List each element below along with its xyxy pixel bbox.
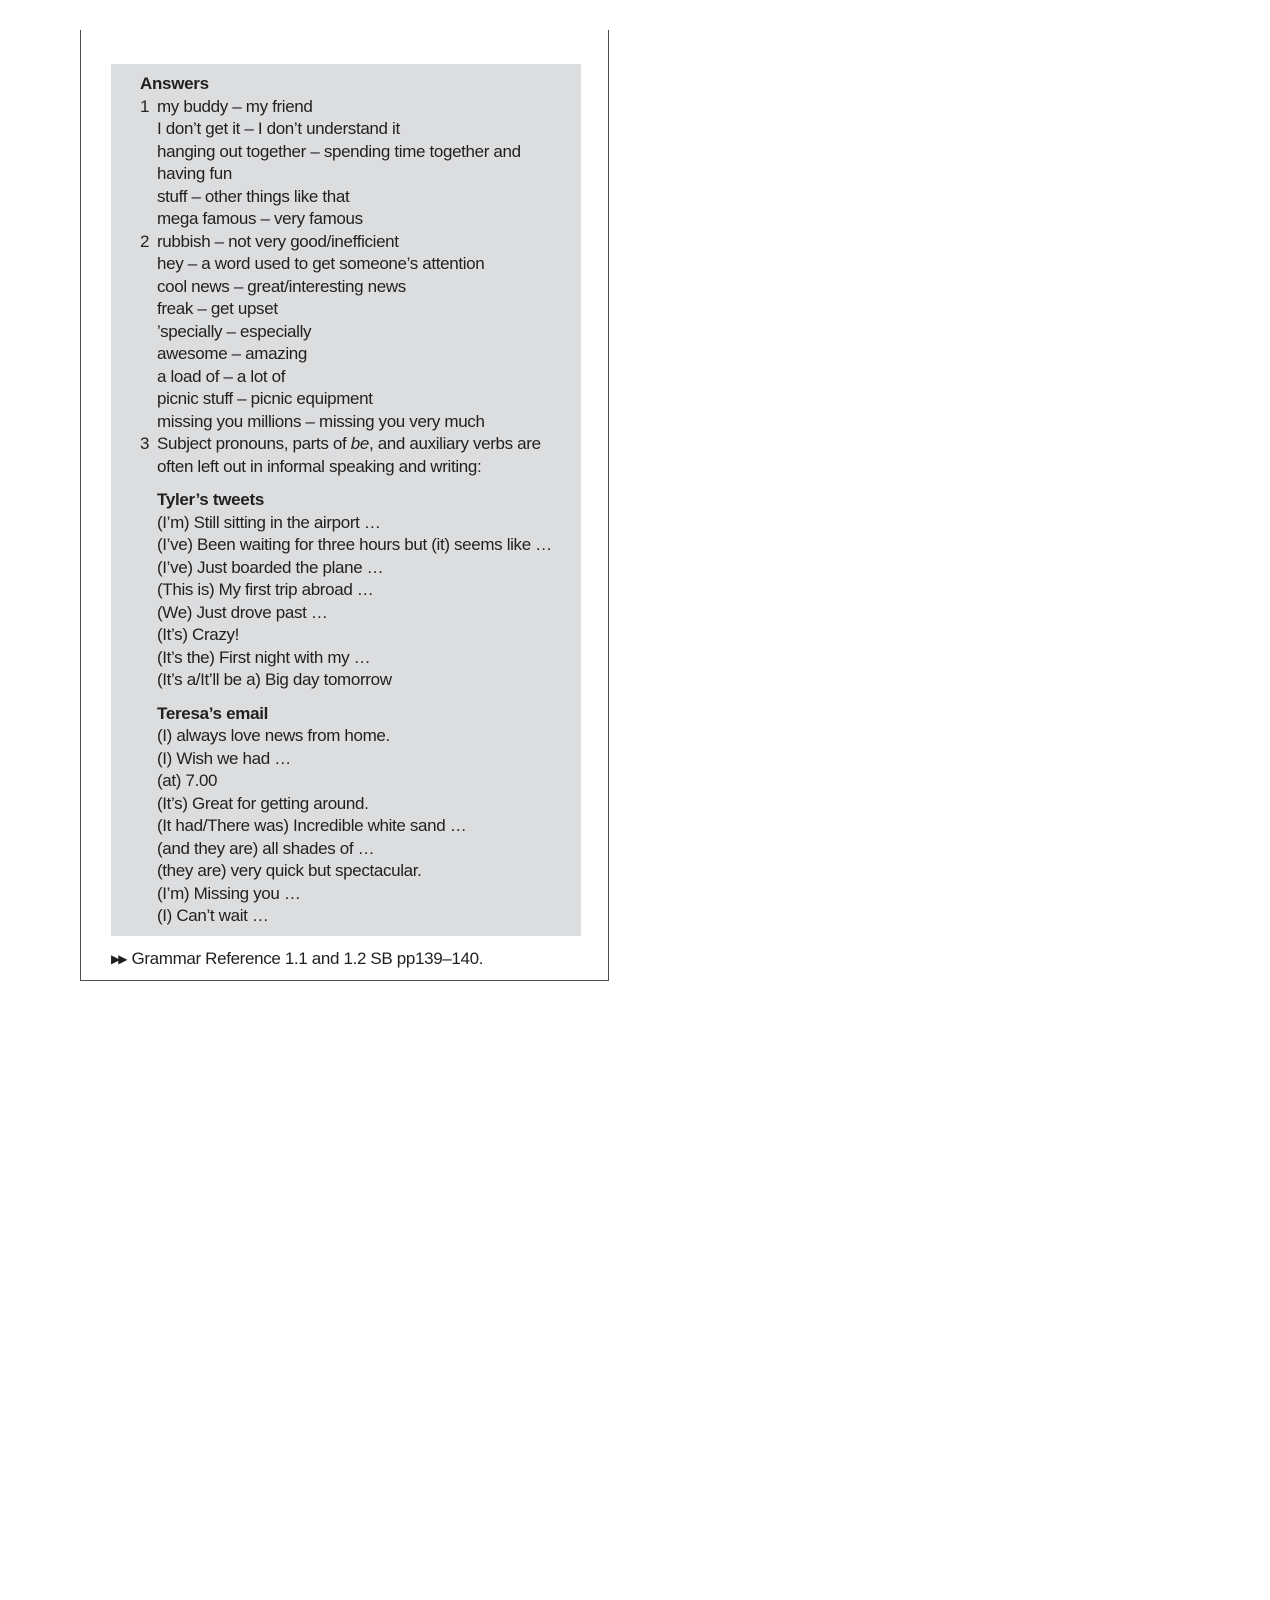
tweet-line: (We) Just drove past …: [157, 602, 328, 622]
grammar-reference-text: Grammar Reference 1.1 and 1.2 SB pp139–140.: [131, 949, 484, 968]
answer-item-3: [140, 433, 571, 928]
answer-item-2: [140, 231, 571, 434]
email-line: (they are) very quick but spectacular.: [157, 861, 422, 880]
answers-box: [111, 64, 581, 936]
tweet-line: (I’ve) Been waiting for three hours but (it) seems like …: [157, 535, 552, 554]
tweet-line: (This is) My first trip abroad …: [157, 580, 374, 599]
tweets-heading: Tyler’s tweets: [157, 490, 264, 509]
answer-item-1: [140, 96, 571, 231]
answer-line: awesome – amazing: [157, 344, 307, 363]
answer-line: a load of – a lot of: [157, 366, 286, 386]
tweet-line: (It’s) Crazy!: [157, 625, 240, 644]
email-line: (It’s) Great for getting around.: [157, 793, 369, 813]
email-line: (I’m) Missing you …: [157, 883, 301, 903]
answer-intro: [157, 433, 571, 478]
answer-line: my buddy – my friend: [157, 96, 313, 116]
answer-line: I don’t get it – I don’t understand it: [157, 119, 400, 138]
email-line: (It had/There was) Incredible white sand …: [157, 816, 467, 835]
answers-title: Answers: [140, 74, 209, 93]
email-line: (and they are) all shades of …: [157, 838, 375, 858]
intro-italic-word: be: [350, 434, 369, 453]
answer-number: 2: [140, 231, 150, 251]
intro-text-after: , and auxiliary verbs are often left out in informal speaking and writing:: [157, 434, 546, 476]
intro-text-before: Subject pronouns, parts of: [157, 434, 351, 453]
answer-number: 1: [140, 96, 150, 116]
email-heading: Teresa’s email: [157, 703, 269, 723]
answer-line: cool news – great/interesting news: [157, 276, 406, 296]
answer-number: 3: [140, 434, 150, 453]
fast-forward-icon: ▶▶: [111, 952, 126, 966]
tweet-line: (It’s the) First night with my …: [157, 647, 371, 667]
tweet-line: (It’s a/It’ll be a) Big day tomorrow: [157, 670, 392, 689]
answer-line: picnic stuff – picnic equipment: [157, 389, 373, 408]
email-line: (at) 7.00: [157, 771, 218, 790]
answer-line: hey – a word used to get someone’s attention: [157, 254, 485, 273]
tweet-line: (I’ve) Just boarded the plane …: [157, 557, 384, 577]
grammar-reference: [111, 948, 483, 970]
answer-line: mega famous – very famous: [157, 209, 363, 228]
email-line: (I) Can’t wait …: [157, 906, 269, 925]
answer-line: freak – get upset: [157, 299, 278, 318]
answer-line: missing you millions – missing you very much: [157, 411, 485, 431]
answer-line: rubbish – not very good/inefficient: [157, 231, 399, 251]
answer-line: ’specially – especially: [157, 321, 312, 341]
answer-line: stuff – other things like that: [157, 186, 350, 206]
answer-line: hanging out together – spending time together and having fun: [157, 141, 526, 183]
email-line: (I) always love news from home.: [157, 726, 390, 745]
email-line: (I) Wish we had …: [157, 748, 291, 768]
tweet-line: (I’m) Still sitting in the airport …: [157, 512, 381, 532]
